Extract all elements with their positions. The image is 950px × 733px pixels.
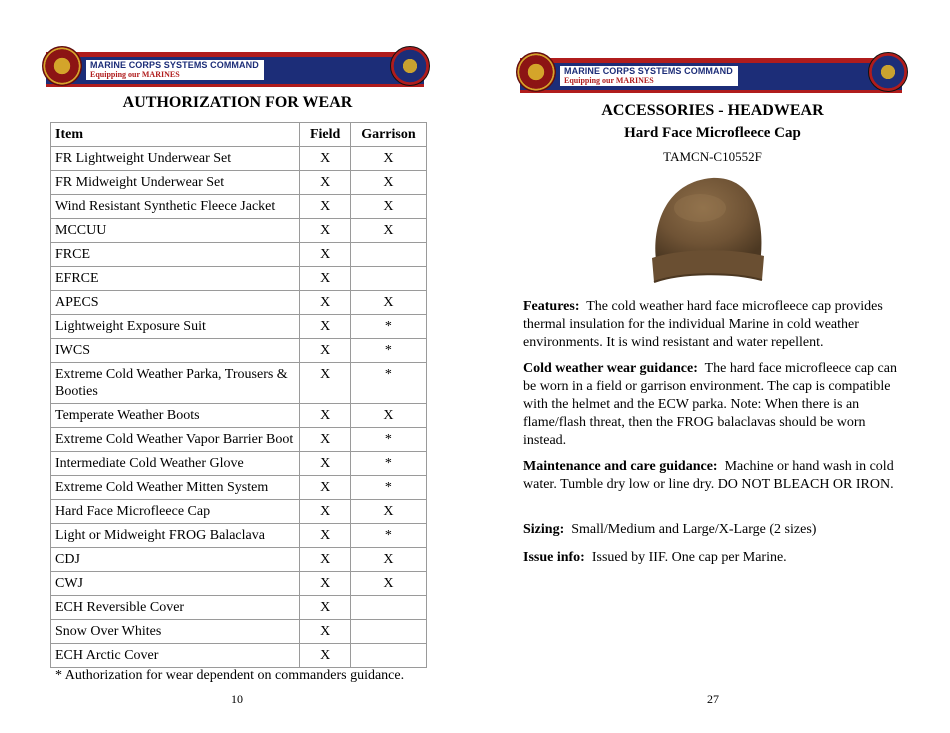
row-item-cell: Extreme Cold Weather Mitten System bbox=[51, 476, 300, 500]
header-field: Field bbox=[300, 123, 350, 147]
row-garrison-cell: * bbox=[350, 339, 426, 363]
row-field-cell: X bbox=[300, 291, 350, 315]
row-garrison-cell: X bbox=[350, 548, 426, 572]
row-field-cell: X bbox=[300, 596, 350, 620]
row-field-cell: X bbox=[300, 195, 350, 219]
table-header-row bbox=[51, 123, 427, 147]
table-row bbox=[51, 315, 427, 339]
header-item: Item bbox=[51, 123, 300, 147]
sizing-label: Sizing: bbox=[523, 522, 565, 537]
banner-subtitle: Equipping our MARINES bbox=[90, 70, 180, 79]
page-title: AUTHORIZATION FOR WEAR bbox=[122, 94, 353, 111]
row-garrison-cell: X bbox=[350, 219, 426, 243]
row-item-cell: CWJ bbox=[51, 572, 300, 596]
row-field-cell: X bbox=[300, 243, 350, 267]
row-field-cell: X bbox=[300, 267, 350, 291]
table-row bbox=[51, 171, 427, 195]
row-item-cell: FR Lightweight Underwear Set bbox=[51, 147, 300, 171]
features-text: The cold weather hard face microfleece cap provides thermal insulation for the individual Marine in cold weather environments. It is wind resistant and water repellent. bbox=[523, 299, 883, 350]
row-garrison-cell bbox=[350, 596, 426, 620]
row-item-cell: ECH Arctic Cover bbox=[51, 644, 300, 668]
authorization-table bbox=[50, 122, 427, 668]
row-item-cell: Intermediate Cold Weather Glove bbox=[51, 452, 300, 476]
row-item-cell: MCCUU bbox=[51, 219, 300, 243]
table-row bbox=[51, 428, 427, 452]
table-row bbox=[51, 195, 427, 219]
row-field-cell: X bbox=[300, 363, 350, 404]
row-item-cell: ECH Reversible Cover bbox=[51, 596, 300, 620]
usmc-seal-icon bbox=[42, 46, 82, 86]
row-item-cell: FR Midweight Underwear Set bbox=[51, 171, 300, 195]
row-field-cell: X bbox=[300, 644, 350, 668]
table-row bbox=[51, 548, 427, 572]
row-field-cell: X bbox=[300, 219, 350, 243]
row-item-cell: Wind Resistant Synthetic Fleece Jacket bbox=[51, 195, 300, 219]
row-garrison-cell: X bbox=[350, 404, 426, 428]
cold-weather-label: Cold weather wear guidance: bbox=[523, 361, 698, 376]
row-field-cell: X bbox=[300, 524, 350, 548]
table-row bbox=[51, 476, 427, 500]
row-field-cell: X bbox=[300, 339, 350, 363]
cold-weather-paragraph bbox=[523, 360, 908, 450]
row-garrison-cell: X bbox=[350, 195, 426, 219]
product-title: Hard Face Microfleece Cap bbox=[624, 125, 801, 141]
mcsc-seal-icon bbox=[390, 46, 430, 86]
table-row bbox=[51, 452, 427, 476]
maintenance-text: Machine or hand wash in cold water. Tumble dry low or line dry. DO NOT BLEACH OR IRON. bbox=[523, 459, 894, 492]
banner-subtitle: Equipping our MARINES bbox=[564, 76, 654, 85]
banner bbox=[520, 58, 902, 94]
microfleece-cap-image bbox=[642, 168, 772, 292]
row-field-cell: X bbox=[300, 620, 350, 644]
page-title: ACCESSORIES - HEADWEAR bbox=[601, 102, 824, 119]
row-garrison-cell: X bbox=[350, 147, 426, 171]
page-number: 10 bbox=[231, 692, 243, 706]
table-row bbox=[51, 596, 427, 620]
cold-weather-text: The hard face microfleece cap can be worn in a field or garrison environment. The cap is compatible with the helmet and the ECW parka. Note: When there is an flame/flash threat, then the FROG balaclavas should be worn instead. bbox=[523, 361, 897, 448]
row-item-cell: Extreme Cold Weather Parka, Trousers & Booties bbox=[51, 363, 300, 404]
table-row bbox=[51, 147, 427, 171]
footnote: * Authorization for wear dependent on commanders guidance. bbox=[55, 668, 405, 683]
row-field-cell: X bbox=[300, 476, 350, 500]
table-row bbox=[51, 339, 427, 363]
row-garrison-cell: * bbox=[350, 452, 426, 476]
header-garrison: Garrison bbox=[350, 123, 426, 147]
right-page bbox=[475, 0, 950, 733]
row-garrison-cell: * bbox=[350, 476, 426, 500]
banner-title: MARINE CORPS SYSTEMS COMMAND bbox=[564, 66, 733, 76]
table-row bbox=[51, 291, 427, 315]
features-label: Features: bbox=[523, 299, 580, 314]
tamcn-code: TAMCN-C10552F bbox=[663, 149, 762, 164]
row-item-cell: Lightweight Exposure Suit bbox=[51, 315, 300, 339]
row-field-cell: X bbox=[300, 452, 350, 476]
row-garrison-cell: X bbox=[350, 291, 426, 315]
row-garrison-cell bbox=[350, 644, 426, 668]
row-garrison-cell bbox=[350, 267, 426, 291]
sizing-text: Small/Medium and Large/X-Large (2 sizes) bbox=[571, 522, 817, 537]
row-field-cell: X bbox=[300, 404, 350, 428]
maintenance-label: Maintenance and care guidance: bbox=[523, 459, 718, 474]
row-item-cell: Hard Face Microfleece Cap bbox=[51, 500, 300, 524]
table-row bbox=[51, 243, 427, 267]
features-paragraph bbox=[523, 298, 908, 352]
row-garrison-cell: * bbox=[350, 363, 426, 404]
row-garrison-cell: * bbox=[350, 315, 426, 339]
row-garrison-cell bbox=[350, 243, 426, 267]
table-row bbox=[51, 404, 427, 428]
row-item-cell: CDJ bbox=[51, 548, 300, 572]
row-item-cell: Extreme Cold Weather Vapor Barrier Boot bbox=[51, 428, 300, 452]
table-row bbox=[51, 363, 427, 404]
table-row bbox=[51, 620, 427, 644]
table-row bbox=[51, 524, 427, 548]
row-field-cell: X bbox=[300, 147, 350, 171]
row-garrison-cell: * bbox=[350, 428, 426, 452]
issue-label: Issue info: bbox=[523, 550, 585, 565]
row-field-cell: X bbox=[300, 315, 350, 339]
row-field-cell: X bbox=[300, 500, 350, 524]
row-field-cell: X bbox=[300, 428, 350, 452]
table-row bbox=[51, 219, 427, 243]
table-row bbox=[51, 267, 427, 291]
row-item-cell: FRCE bbox=[51, 243, 300, 267]
issue-paragraph bbox=[523, 549, 908, 567]
table-row bbox=[51, 572, 427, 596]
row-garrison-cell: X bbox=[350, 171, 426, 195]
sizing-paragraph bbox=[523, 521, 908, 539]
row-garrison-cell: * bbox=[350, 524, 426, 548]
row-item-cell: Light or Midweight FROG Balaclava bbox=[51, 524, 300, 548]
row-item-cell: EFRCE bbox=[51, 267, 300, 291]
row-field-cell: X bbox=[300, 171, 350, 195]
row-garrison-cell: X bbox=[350, 572, 426, 596]
table-row bbox=[51, 644, 427, 668]
row-garrison-cell: X bbox=[350, 500, 426, 524]
row-item-cell: Temperate Weather Boots bbox=[51, 404, 300, 428]
row-item-cell: APECS bbox=[51, 291, 300, 315]
issue-text: Issued by IIF. One cap per Marine. bbox=[591, 550, 787, 565]
row-field-cell: X bbox=[300, 572, 350, 596]
row-item-cell: IWCS bbox=[51, 339, 300, 363]
row-field-cell: X bbox=[300, 548, 350, 572]
banner-title: MARINE CORPS SYSTEMS COMMAND bbox=[90, 60, 259, 70]
page-number: 27 bbox=[707, 692, 719, 706]
row-garrison-cell bbox=[350, 620, 426, 644]
table-row bbox=[51, 500, 427, 524]
row-item-cell: Snow Over Whites bbox=[51, 620, 300, 644]
banner bbox=[46, 52, 424, 88]
usmc-seal-icon bbox=[516, 52, 556, 92]
mcsc-seal-icon bbox=[868, 52, 908, 92]
maintenance-paragraph bbox=[523, 458, 908, 494]
